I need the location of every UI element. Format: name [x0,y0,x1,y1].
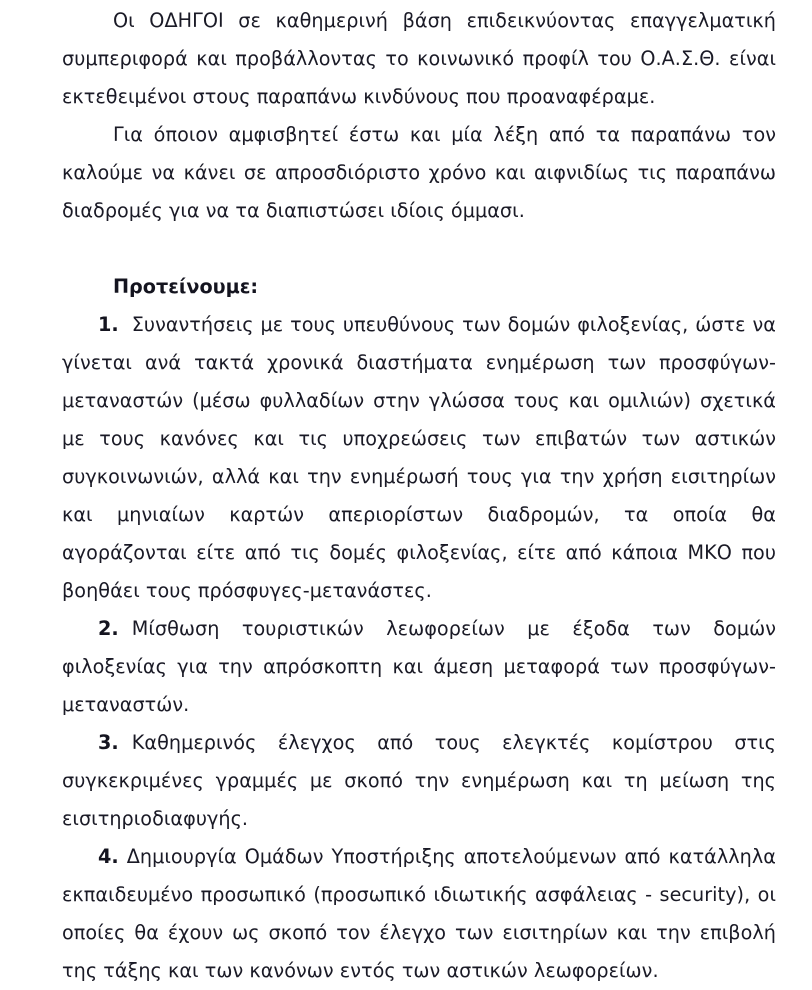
list-item-text: Δημιουργία Ομάδων Υποστήριξης αποτελούμενων από κατάλληλα εκπαιδευμένο προσωπικό (προσωπικό ιδιωτικής ασφάλειας - security), οι οποίες θα έχουν ως σκοπό τον έλεγχο των εισιτηρίων και την επιβολή της τάξης και των κανόνων εντός των αστικών λεωφορείων. [62,845,776,982]
document-text-column [62,0,776,990]
list-item-number: 4. [98,845,119,868]
list-item-number: 1. [98,313,119,336]
list-item-number: 3. [98,731,119,754]
list-item [62,724,776,838]
list-item [62,838,776,990]
section-spacer [62,230,776,268]
proposals-heading: Προτείνουμε: [113,275,259,298]
list-item-text: Καθημερινός έλεγχος από τους ελεγκτές κομίστρου στις συγκεκριμένες γραμμές με σκοπό την ενημέρωση και τη μείωση της εισιτηριοδιαφυγής. [62,731,776,830]
list-item-text: Μίσθωση τουριστικών λεωφορείων με έξοδα των δομών φιλοξενίας για την απρόσκοπτη και άμεση μεταφορά των προσφύγων-μεταναστών. [62,617,776,716]
paragraph-2: Για όποιον αμφισβητεί έστω και μία λέξη από τα παραπάνω τον καλούμε να κάνει σε απροσδιόριστο χρόνο και αιφνιδίως τις παραπάνω διαδρομές για να τα διαπιστώσει ιδίοις όμμασι. [62,123,776,222]
paragraph-1: Οι ΟΔΗΓΟΙ σε καθημερινή βάση επιδεικνύοντας επαγγελματική συμπεριφορά και προβάλλοντας το κοινωνικό προφίλ του Ο.Α.Σ.Θ. είναι εκτεθειμένοι στους παραπάνω κινδύνους που προαναφέραμε. [62,9,776,108]
list-item [62,610,776,724]
list-item [62,306,776,610]
list-item-number: 2. [98,617,119,640]
list-item-text: Συναντήσεις με τους υπευθύνους των δομών φιλοξενίας, ώστε να γίνεται ανά τακτά χρονικά διαστήματα ενημέρωση των προσφύγων-μεταναστών (μέσω φυλλαδίων στην γλώσσα τους και ομιλιών) σχετικά με τους κανόνες και τις υποχρεώσεις των επιβατών των αστικών συγκοινωνιών, αλλά και την ενημέρωσή τους για την χρήση εισιτηρίων και μηνιαίων καρτών απεριορίστων διαδρομών, τα οποία θα αγοράζονται είτε από τις δομές φιλοξενίας, είτε από κάποια ΜΚΟ που βοηθάει τους πρόσφυγες-μετανάστες. [62,313,776,602]
